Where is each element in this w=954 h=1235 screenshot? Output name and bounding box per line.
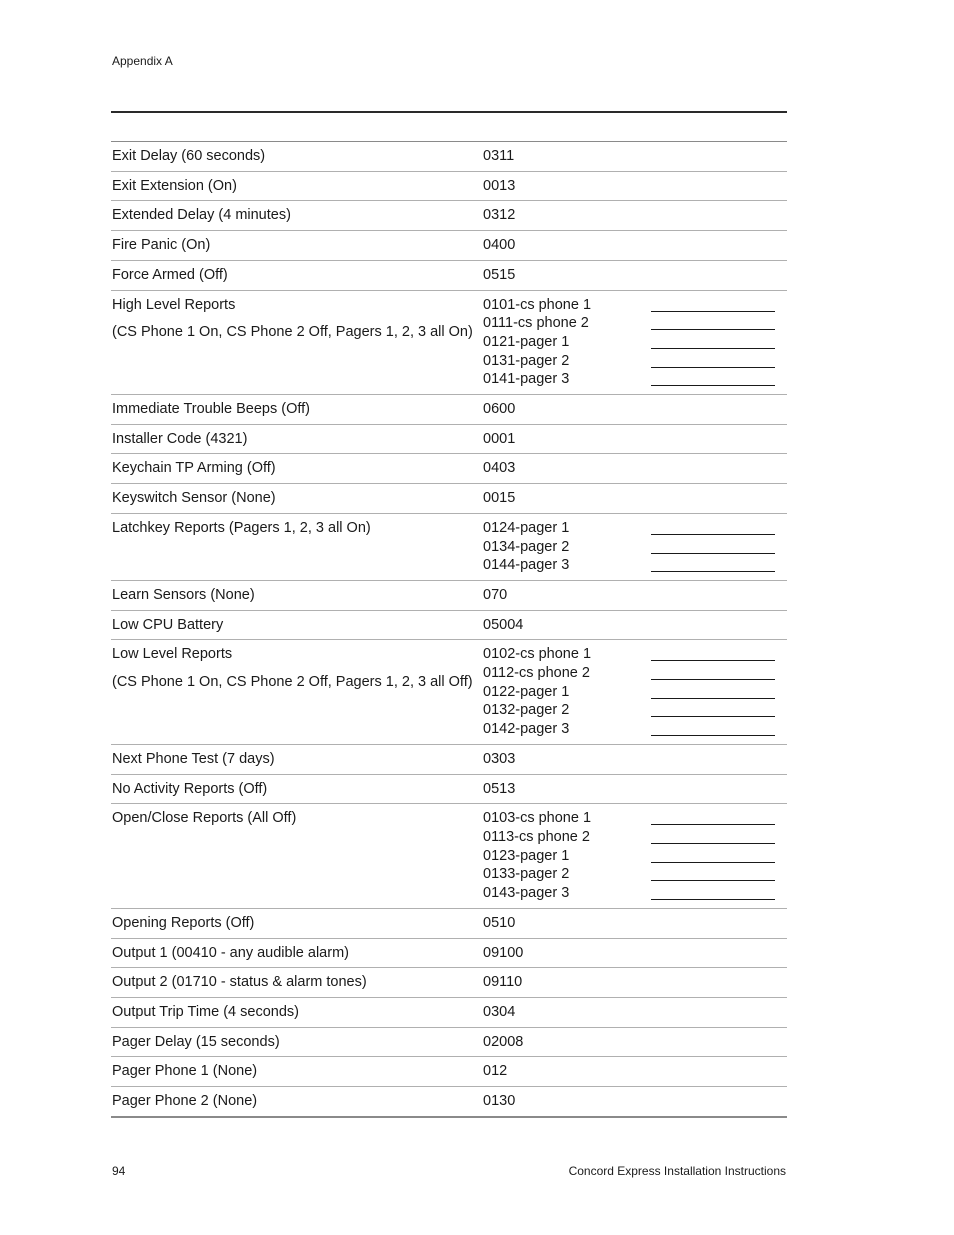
table-row bbox=[111, 201, 787, 231]
code-line bbox=[483, 616, 787, 635]
code-cell bbox=[483, 645, 787, 739]
programming-code: 0600 bbox=[483, 401, 516, 418]
feature-cell bbox=[112, 236, 483, 255]
code-cell bbox=[483, 459, 787, 478]
code-line bbox=[483, 847, 787, 866]
feature-name: Open/Close Reports (All Off) bbox=[112, 810, 297, 827]
feature-cell bbox=[112, 944, 483, 963]
feature-cell bbox=[112, 519, 483, 575]
page-number: 94 bbox=[112, 1164, 126, 1178]
feature-cell bbox=[112, 586, 483, 605]
programming-code: 0132-pager 2 bbox=[483, 702, 570, 719]
programming-code: 0130 bbox=[483, 1093, 516, 1110]
code-line bbox=[483, 664, 787, 683]
entry-blank-line[interactable] bbox=[651, 721, 775, 736]
code-line bbox=[483, 914, 787, 933]
code-cell bbox=[483, 400, 787, 419]
header-label: Appendix A bbox=[112, 54, 173, 68]
code-cell bbox=[483, 296, 787, 390]
code-line bbox=[483, 556, 787, 575]
programming-code: 05004 bbox=[483, 616, 524, 633]
feature-cell bbox=[112, 1003, 483, 1022]
programming-code: 0143-pager 3 bbox=[483, 885, 570, 902]
code-line bbox=[483, 865, 787, 884]
code-line bbox=[483, 333, 787, 352]
code-line bbox=[483, 645, 787, 664]
table-row bbox=[111, 1057, 787, 1087]
feature-name: Output 2 (01710 - status & alarm tones) bbox=[112, 974, 367, 991]
code-line bbox=[483, 370, 787, 389]
table-row bbox=[111, 261, 787, 291]
programming-code: 09110 bbox=[483, 974, 523, 991]
table-row bbox=[111, 581, 787, 611]
code-line bbox=[483, 1092, 787, 1111]
programming-code: 0144-pager 3 bbox=[483, 557, 570, 574]
programming-code: 0312 bbox=[483, 207, 516, 224]
programming-code: 0113-cs phone 2 bbox=[483, 828, 590, 845]
entry-blank-line[interactable] bbox=[651, 315, 775, 330]
code-line bbox=[483, 780, 787, 799]
code-line bbox=[483, 1062, 787, 1081]
code-line bbox=[483, 147, 787, 166]
feature-name: Learn Sensors (None) bbox=[112, 586, 255, 603]
entry-blank-line[interactable] bbox=[651, 665, 775, 680]
feature-cell bbox=[112, 400, 483, 419]
code-cell bbox=[483, 780, 787, 799]
table-row bbox=[111, 909, 787, 939]
table-row bbox=[111, 640, 787, 745]
code-line bbox=[483, 430, 787, 449]
code-line bbox=[483, 828, 787, 847]
code-cell bbox=[483, 236, 787, 255]
programming-code: 0141-pager 3 bbox=[483, 371, 570, 388]
table-row bbox=[111, 775, 787, 805]
document-title: Concord Express Installation Instructions bbox=[568, 1164, 786, 1178]
code-line bbox=[483, 236, 787, 255]
programming-code: 0133-pager 2 bbox=[483, 866, 570, 883]
programming-code: 0400 bbox=[483, 237, 516, 254]
feature-cell bbox=[112, 616, 483, 635]
code-cell bbox=[483, 147, 787, 166]
programming-code: 0102-cs phone 1 bbox=[483, 646, 592, 663]
feature-cell bbox=[112, 1062, 483, 1081]
entry-blank-line[interactable] bbox=[651, 353, 775, 368]
entry-blank-line[interactable] bbox=[651, 334, 775, 349]
code-line bbox=[483, 519, 787, 538]
code-line bbox=[483, 720, 787, 739]
code-cell bbox=[483, 177, 787, 196]
code-cell bbox=[483, 944, 787, 963]
table-row bbox=[111, 231, 787, 261]
feature-name: Keyswitch Sensor (None) bbox=[112, 490, 276, 507]
entry-blank-line[interactable] bbox=[651, 829, 775, 844]
table-row bbox=[111, 745, 787, 775]
feature-name: Low CPU Battery bbox=[112, 616, 224, 633]
entry-blank-line[interactable] bbox=[651, 885, 775, 900]
code-line bbox=[483, 1033, 787, 1052]
entry-blank-line[interactable] bbox=[651, 810, 775, 825]
feature-cell bbox=[112, 177, 483, 196]
code-cell bbox=[483, 489, 787, 508]
code-line bbox=[483, 701, 787, 720]
programming-code: 09100 bbox=[483, 944, 524, 961]
feature-name: No Activity Reports (Off) bbox=[112, 780, 268, 797]
code-line bbox=[483, 1003, 787, 1022]
table-row bbox=[111, 611, 787, 641]
table-row bbox=[111, 514, 787, 581]
programming-code: 070 bbox=[483, 586, 508, 603]
code-cell bbox=[483, 519, 787, 575]
code-line bbox=[483, 973, 787, 992]
programming-code: 0303 bbox=[483, 750, 516, 767]
programming-code: 0311 bbox=[483, 148, 515, 164]
feature-name: Opening Reports (Off) bbox=[112, 914, 255, 931]
table-row bbox=[111, 425, 787, 455]
code-cell bbox=[483, 1092, 787, 1111]
code-line bbox=[483, 586, 787, 605]
feature-name: Exit Delay (60 seconds) bbox=[112, 148, 266, 164]
programming-code: 0124-pager 1 bbox=[483, 519, 570, 536]
feature-name: Fire Panic (On) bbox=[112, 237, 211, 254]
code-line bbox=[483, 489, 787, 508]
programming-code: 0510 bbox=[483, 914, 516, 931]
feature-name: Pager Phone 1 (None) bbox=[112, 1063, 258, 1080]
entry-blank-line[interactable] bbox=[651, 848, 775, 863]
entry-blank-line[interactable] bbox=[651, 684, 775, 699]
code-line bbox=[483, 538, 787, 557]
feature-name: Output 1 (00410 - any audible alarm) bbox=[112, 944, 349, 961]
programming-code: 0121-pager 1 bbox=[483, 333, 570, 350]
entry-blank-line[interactable] bbox=[651, 557, 775, 572]
programming-code: 0134-pager 2 bbox=[483, 538, 570, 555]
feature-cell bbox=[112, 430, 483, 449]
header-rule bbox=[111, 111, 787, 113]
code-cell bbox=[483, 266, 787, 285]
feature-cell bbox=[112, 750, 483, 769]
programming-code: 0103-cs phone 1 bbox=[483, 810, 592, 827]
feature-cell bbox=[112, 489, 483, 508]
feature-cell bbox=[112, 266, 483, 285]
feature-name: Low Level Reports bbox=[112, 646, 233, 663]
programming-code: 0013 bbox=[483, 177, 516, 194]
feature-cell bbox=[112, 459, 483, 478]
code-line bbox=[483, 683, 787, 702]
entry-blank-line[interactable] bbox=[651, 702, 775, 717]
code-cell bbox=[483, 206, 787, 225]
feature-name: Pager Delay (15 seconds) bbox=[112, 1033, 280, 1050]
feature-name: Output Trip Time (4 seconds) bbox=[112, 1003, 299, 1020]
feature-cell bbox=[112, 973, 483, 992]
feature-cell bbox=[112, 645, 483, 739]
programming-code: 02008 bbox=[483, 1033, 524, 1050]
code-cell bbox=[483, 1033, 787, 1052]
code-line bbox=[483, 266, 787, 285]
entry-blank-line[interactable] bbox=[651, 866, 775, 881]
table-row bbox=[111, 291, 787, 396]
feature-name: High Level Reports bbox=[112, 296, 236, 313]
code-line bbox=[483, 177, 787, 196]
entry-blank-line[interactable] bbox=[651, 539, 775, 554]
code-line bbox=[483, 206, 787, 225]
code-cell bbox=[483, 1062, 787, 1081]
table-row bbox=[111, 142, 787, 172]
code-cell bbox=[483, 1003, 787, 1022]
programming-code: 0101-cs phone 1 bbox=[483, 296, 592, 313]
feature-note: (CS Phone 1 On, CS Phone 2 Off, Pagers 1, 2, 3 all On) bbox=[112, 324, 473, 341]
programming-code: 0513 bbox=[483, 780, 516, 797]
code-line bbox=[483, 944, 787, 963]
programming-code: 0001 bbox=[483, 430, 516, 447]
entry-blank-line[interactable] bbox=[651, 371, 775, 386]
code-line bbox=[483, 314, 787, 333]
entry-blank-line[interactable] bbox=[651, 520, 775, 535]
programming-code: 0515 bbox=[483, 266, 516, 283]
feature-note: (CS Phone 1 On, CS Phone 2 Off, Pagers 1, 2, 3 all Off) bbox=[112, 674, 473, 691]
feature-name: Exit Extension (On) bbox=[112, 177, 237, 194]
feature-name: Next Phone Test (7 days) bbox=[112, 750, 275, 767]
feature-cell bbox=[112, 1033, 483, 1052]
table-row bbox=[111, 395, 787, 425]
table-row bbox=[111, 1028, 787, 1058]
feature-name: Extended Delay (4 minutes) bbox=[112, 207, 291, 224]
code-cell bbox=[483, 750, 787, 769]
table-row bbox=[111, 1087, 787, 1118]
feature-cell bbox=[112, 914, 483, 933]
programming-code: 0112-cs phone 2 bbox=[483, 665, 590, 682]
code-line bbox=[483, 296, 787, 315]
code-cell bbox=[483, 809, 787, 903]
feature-cell bbox=[112, 147, 483, 166]
feature-cell bbox=[112, 780, 483, 799]
programming-code: 0122-pager 1 bbox=[483, 683, 570, 700]
feature-cell bbox=[112, 296, 483, 390]
feature-cell bbox=[112, 809, 483, 903]
programming-code: 0142-pager 3 bbox=[483, 721, 570, 738]
feature-name: Force Armed (Off) bbox=[112, 266, 228, 283]
table-row bbox=[111, 968, 787, 998]
feature-cell bbox=[112, 1092, 483, 1111]
programming-code: 0304 bbox=[483, 1003, 516, 1020]
programming-code: 0123-pager 1 bbox=[483, 847, 570, 864]
table-row bbox=[111, 939, 787, 969]
code-line bbox=[483, 352, 787, 371]
programming-code: 0403 bbox=[483, 460, 516, 477]
code-cell bbox=[483, 586, 787, 605]
entry-blank-line[interactable] bbox=[651, 297, 775, 312]
code-cell bbox=[483, 430, 787, 449]
table-row bbox=[111, 454, 787, 484]
table-row bbox=[111, 484, 787, 514]
code-line bbox=[483, 400, 787, 419]
table-row bbox=[111, 998, 787, 1028]
code-line bbox=[483, 884, 787, 903]
programming-code: 0015 bbox=[483, 490, 516, 507]
code-line bbox=[483, 750, 787, 769]
code-cell bbox=[483, 914, 787, 933]
code-cell bbox=[483, 616, 787, 635]
feature-cell bbox=[112, 206, 483, 225]
feature-name: Latchkey Reports (Pagers 1, 2, 3 all On) bbox=[112, 519, 371, 536]
feature-name: Immediate Trouble Beeps (Off) bbox=[112, 401, 310, 418]
feature-name: Keychain TP Arming (Off) bbox=[112, 460, 276, 477]
code-line bbox=[483, 459, 787, 478]
code-line bbox=[483, 809, 787, 828]
programming-code: 0131-pager 2 bbox=[483, 352, 570, 369]
table-row bbox=[111, 804, 787, 909]
table-row bbox=[111, 172, 787, 202]
feature-name: Pager Phone 2 (None) bbox=[112, 1093, 258, 1110]
code-cell bbox=[483, 973, 787, 992]
programming-code: 0111-cs phone 2 bbox=[483, 315, 589, 332]
programming-code: 012 bbox=[483, 1063, 508, 1080]
programming-table bbox=[111, 141, 787, 1118]
entry-blank-line[interactable] bbox=[651, 646, 775, 661]
feature-name: Installer Code (4321) bbox=[112, 430, 248, 447]
